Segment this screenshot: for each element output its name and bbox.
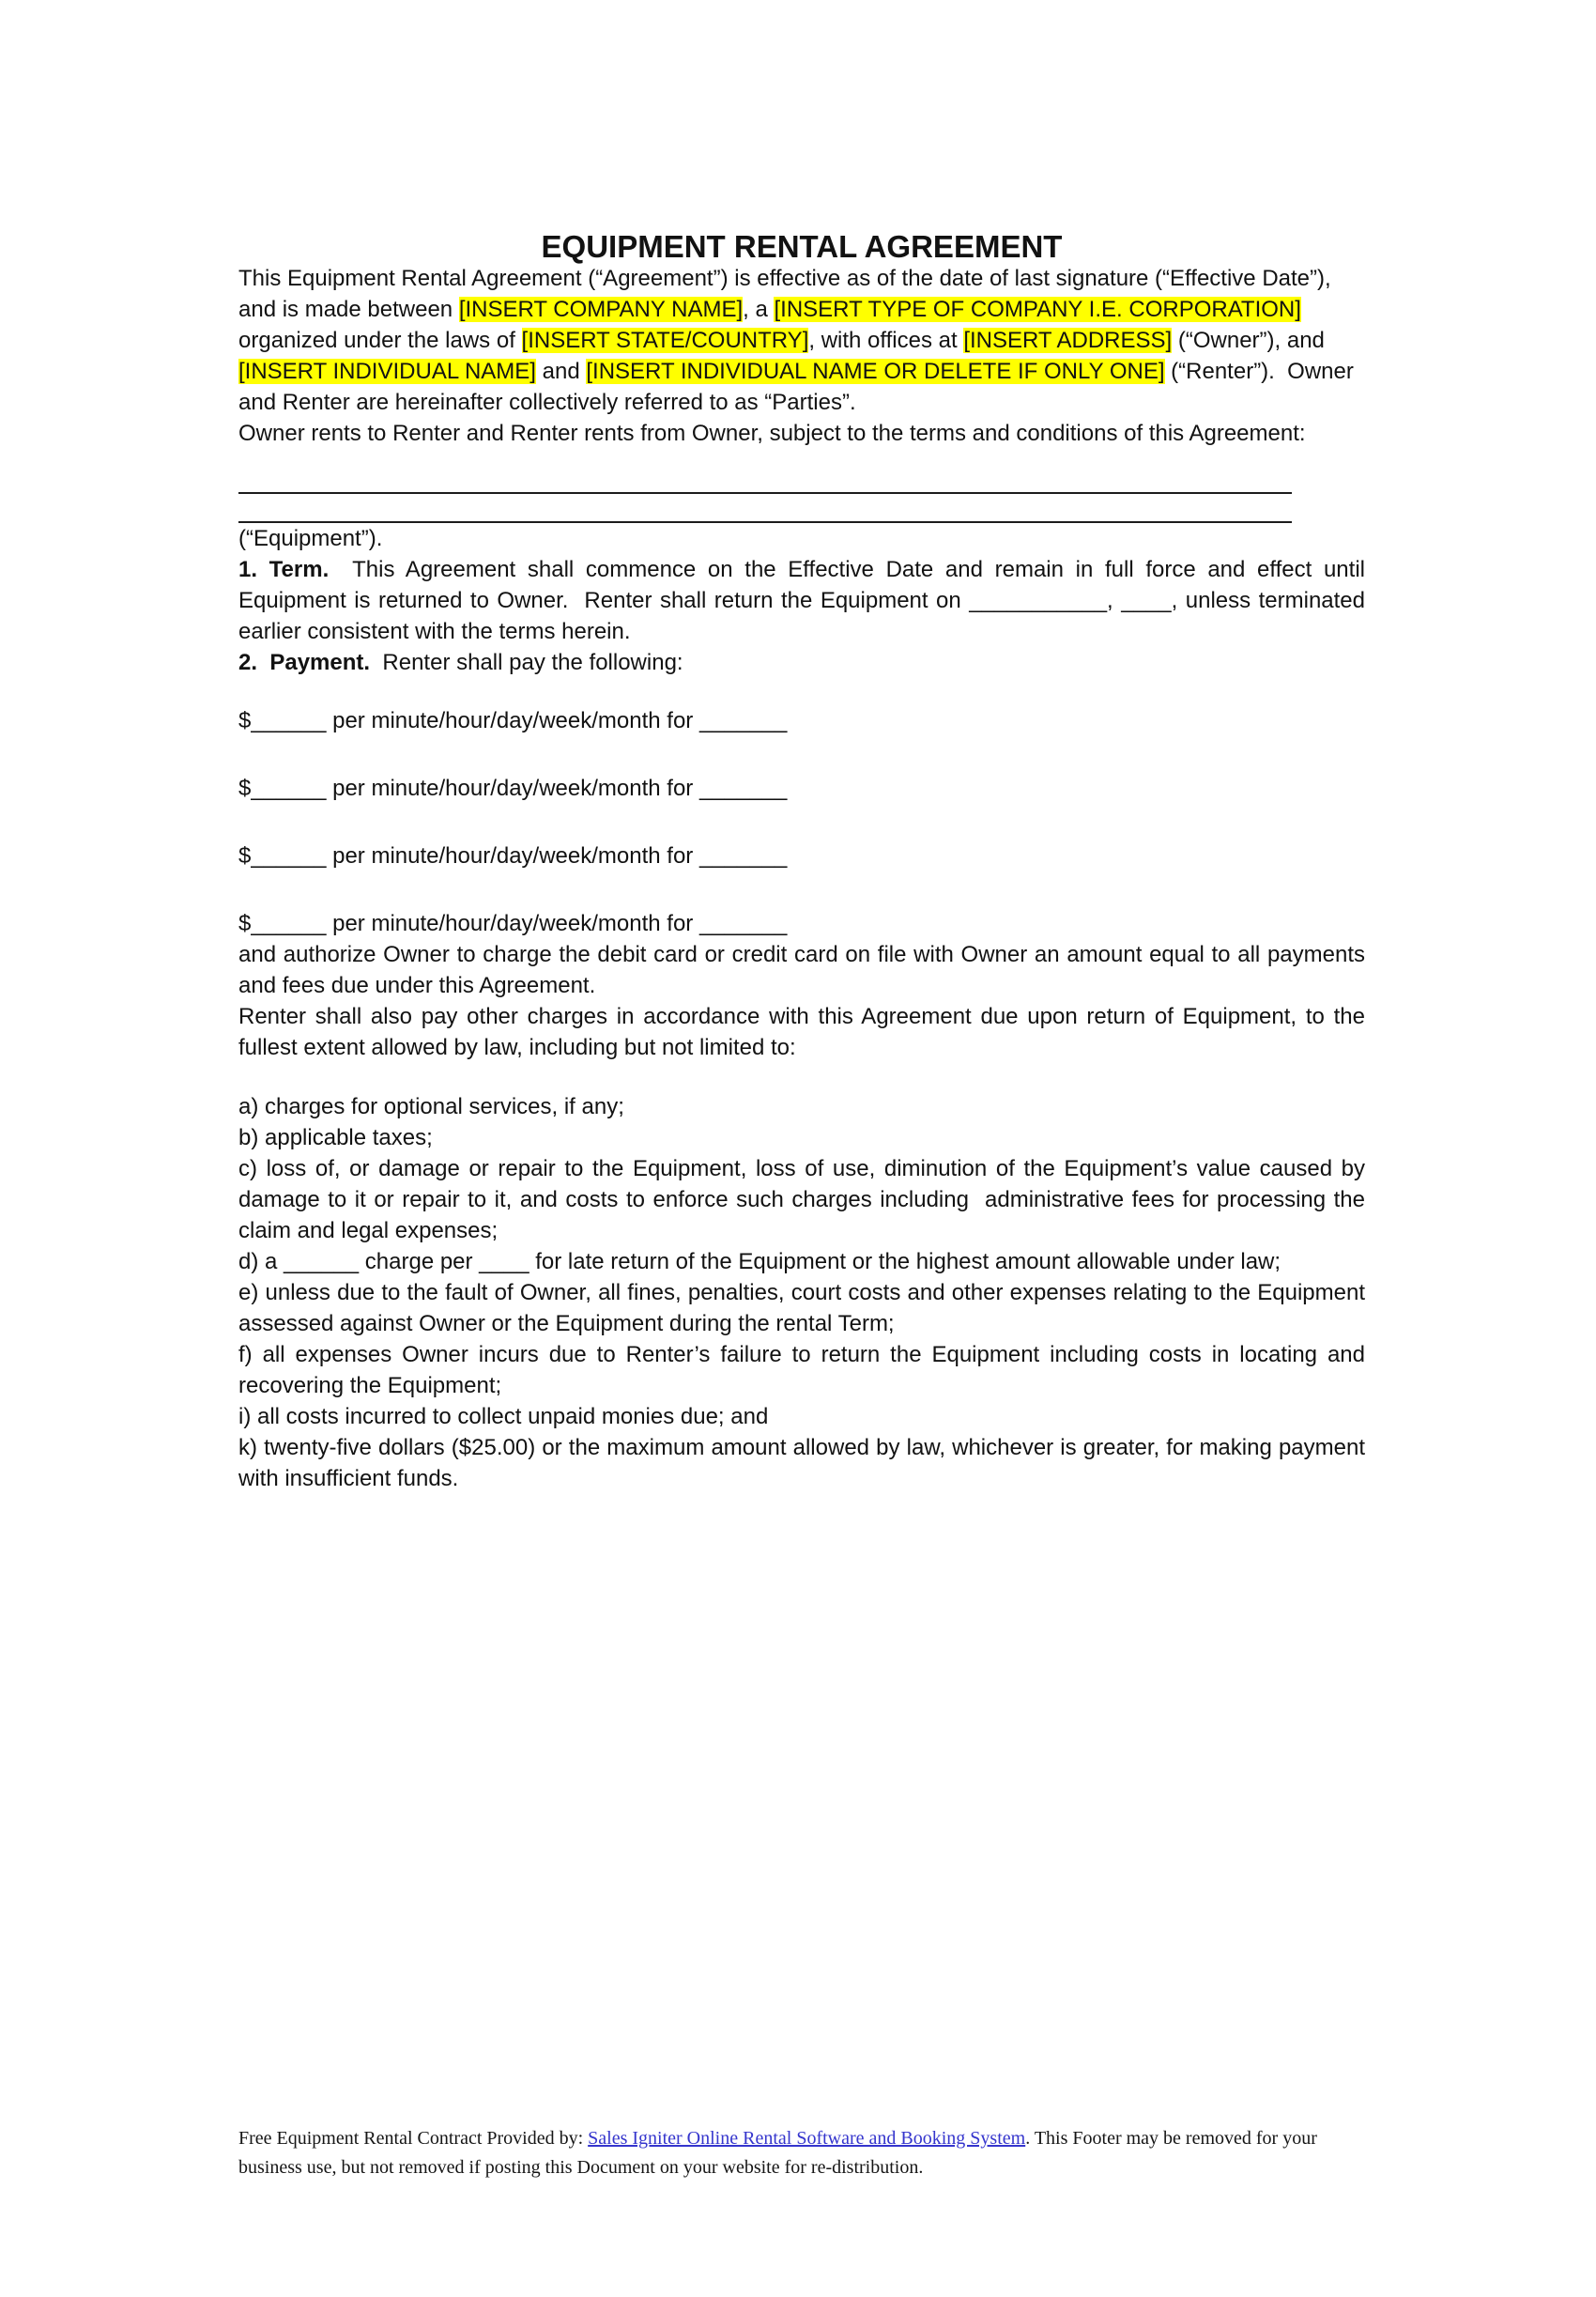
footer (238, 2124, 1365, 2182)
footer-provider-link[interactable]: Sales Igniter Online Rental Software and Booking System (588, 2128, 1026, 2149)
text-run: [INSERT COMPANY NAME] (458, 297, 744, 322)
text-run: 1. Term. (238, 557, 330, 582)
charge-item: c) loss of, or damage or repair to the Equipment, loss of use, diminution of the Equipment’s value caused by damage to it or repair to it, and costs to enforce such charges including administrative fees for processing the claim and legal expenses; (238, 1156, 1372, 1243)
text-run: [INSERT INDIVIDUAL NAME] (238, 359, 536, 384)
charge-item: i) all costs incurred to collect unpaid monies due; and (238, 1404, 769, 1429)
text-run: Free Equipment Rental Contract Provided by: (238, 2128, 589, 2149)
text-run: , with offices at (808, 328, 964, 353)
other-charges-paragraph: Renter shall also pay other charges in accordance with this Agreement due upon return of Equipment, to the fullest extent allowed by law, including but not limited to: (238, 1004, 1372, 1060)
payment-rate-line: $______ per minute/hour/day/week/month for _______ (238, 708, 788, 733)
text-run: and (535, 359, 587, 384)
text-run: , a (743, 297, 775, 322)
charge-item: b) applicable taxes; (238, 1125, 433, 1150)
payment-section-heading (238, 647, 1365, 678)
text-run: [INSERT STATE/COUNTRY] (521, 328, 809, 353)
text-run: [INSERT INDIVIDUAL NAME OR DELETE IF ONLY ONE] (586, 359, 1165, 384)
charge-item: k) twenty-five dollars ($25.00) or the maximum amount allowed by law, whichever is greater, for making payment with insufficient funds. (238, 1435, 1372, 1491)
text-run: [INSERT TYPE OF COMPANY I.E. CORPORATION] (774, 297, 1301, 322)
page (0, 231, 1596, 2297)
intro-paragraph (238, 263, 1365, 418)
text-run: This Agreement shall commence on the Effective Date and remain in full force and effect until Equipment is returned to Owner. Renter shall return the Equipment on ___________, ____, unless terminated earlier consistent with the terms herein. (238, 557, 1372, 644)
charge-item: a) charges for optional services, if any; (238, 1094, 624, 1119)
authorize-paragraph: and authorize Owner to charge the debit card or credit card on file with Owner an amount equal to all payments and fees due under this Agreement. (238, 942, 1372, 998)
text-run: Renter shall pay the following: (370, 650, 683, 675)
text-run: organized under the laws of (238, 297, 1308, 353)
equipment-blank-line-2 (238, 494, 1292, 523)
charges-list (238, 1091, 1372, 1494)
payment-rate-line: $______ per minute/hour/day/week/month for _______ (238, 843, 788, 869)
equipment-blank-line-1 (238, 449, 1292, 494)
payment-rate-line: $______ per minute/hour/day/week/month for _______ (238, 911, 788, 936)
payment-rate-lines (238, 705, 1365, 939)
text-run: (“Owner”), and (1172, 328, 1338, 353)
grant-paragraph: Owner rents to Renter and Renter rents from Owner, subject to the terms and conditions of this Agreement: (238, 421, 1306, 446)
equipment-label: (“Equipment”). (238, 526, 383, 551)
charge-item: d) a ______ charge per ____ for late return of the Equipment or the highest amount allowable under law; (238, 1249, 1281, 1274)
text-run: [INSERT ADDRESS] (963, 328, 1173, 353)
charge-item: f) all expenses Owner incurs due to Renter’s failure to return the Equipment including costs in locating and recovering the Equipment; (238, 1342, 1372, 1398)
term-section-paragraph (238, 554, 1372, 647)
document-body (0, 231, 1596, 1494)
text-run: . This Footer may be removed for your business use, but not removed if posting this Document on your website for re-distribution. (238, 2128, 1322, 2178)
text-run: (“Renter”). Owner and Renter are hereinafter collectively referred to as “Parties”. (238, 359, 1360, 415)
text-run: This Equipment Rental Agreement (“Agreement”) is effective as of the date of last signature (“Effective Date”), and is made between (238, 266, 1338, 322)
document-title: EQUIPMENT RENTAL AGREEMENT (541, 229, 1063, 264)
charge-item: e) unless due to the fault of Owner, all fines, penalties, court costs and other expenses relating to the Equipment assessed against Owner or the Equipment during the rental Term; (238, 1280, 1372, 1336)
text-run: 2. Payment. (238, 650, 371, 675)
payment-rate-line: $______ per minute/hour/day/week/month for _______ (238, 776, 788, 801)
